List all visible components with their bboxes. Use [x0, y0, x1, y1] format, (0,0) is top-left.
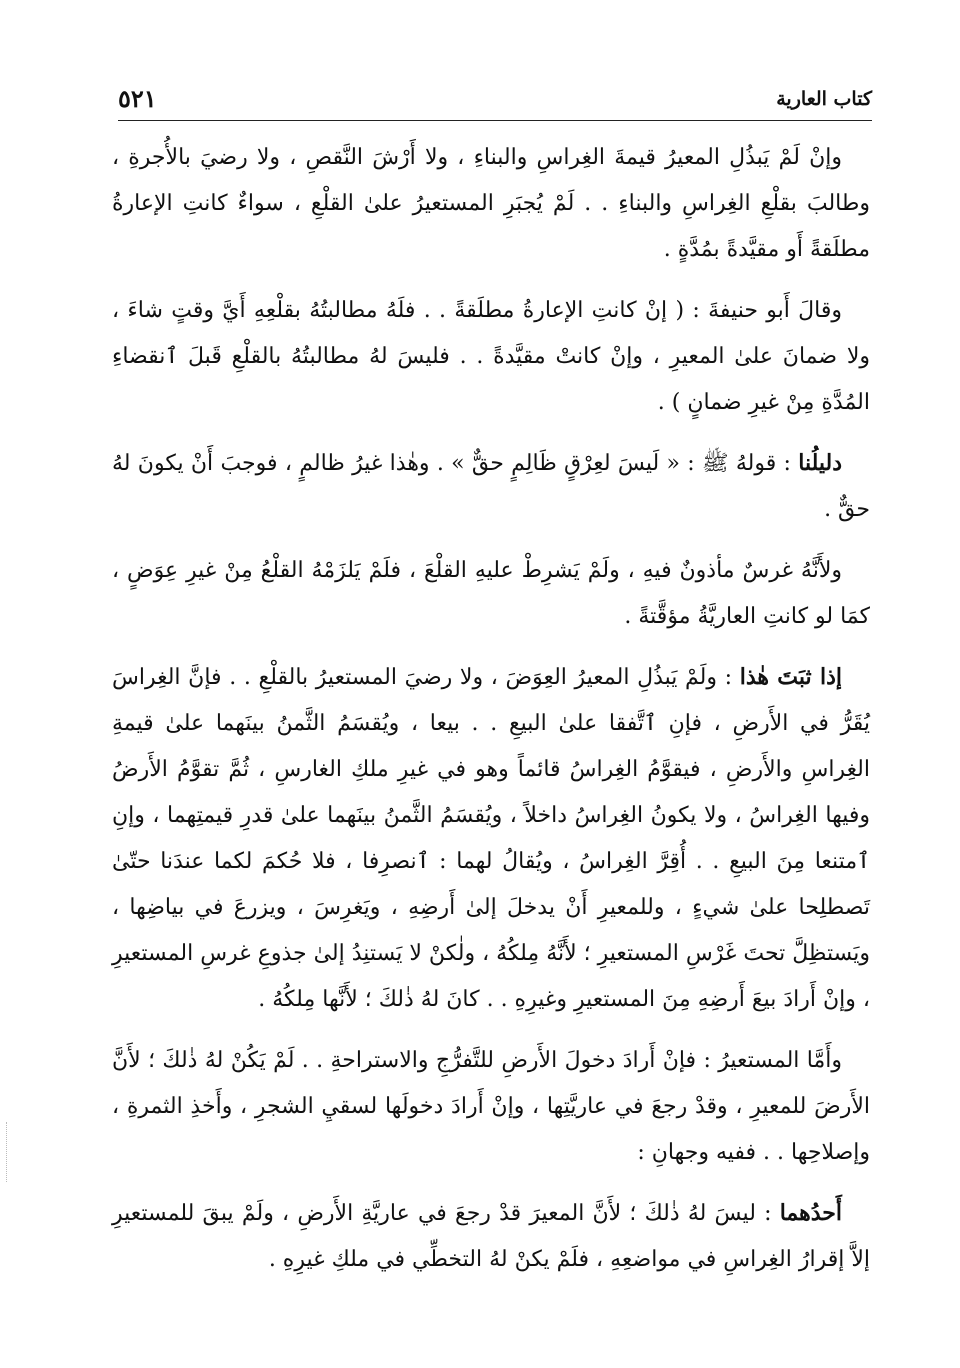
paragraph-lead: دليلُنا [798, 450, 842, 476]
scan-edge-mark [6, 1122, 8, 1182]
paragraph-text: وإنْ لَمْ يَبذُلِ المعيرُ قيمةَ الغِراسِ والبناءِ ، ولا أَرْشَ النَّقصِ ، ولا رضيَ بالأُجرةِ ، وطالبَ بقلْعِ الغِراسِ والبناءِ . . لَمْ يُجبَرِ المستعيرُ علىٰ القلْعِ ، سواءٌ كانتِ الإعارةُ مطلَقةً أَو مقيَّدةً بمُدَّةٍ . [112, 145, 870, 262]
paragraph [112, 287, 870, 426]
paragraph-lead: أَحدُهما [779, 1200, 842, 1226]
paragraph [112, 1190, 870, 1283]
paragraph-text: : ليسَ لهُ ذٰلكَ ؛ لأَنَّ المعيرَ قدْ رجعَ في عاريَّةِ الأَرضِ ، ولَمْ يبقَ للمستعيرِ إلاَّ إقرارُ الغِراسِ في مواضعِهِ ، فلَمْ يكنْ لهُ التخطِّي في ملكِ غيرِهِ . [112, 1201, 870, 1272]
paragraph [112, 1037, 870, 1176]
paragraph [112, 134, 870, 273]
page-header [118, 80, 872, 121]
running-title: كتاب العارية [776, 88, 872, 110]
paragraph-lead: إذا ثبَتَ هٰذا [739, 664, 843, 690]
paragraph [112, 547, 870, 640]
paragraph [112, 440, 870, 533]
page-number: ٥٢١ [118, 84, 157, 113]
paragraph [112, 654, 870, 1023]
paragraph-text: وقالَ أَبو حنيفةَ : ( إنْ كانتِ الإعارةُ مطلَقةً . . فلَهُ مطالبتُهُ بقلْعِهِ أَيَّ وقتٍ شاءَ ، ولا ضمانَ علىٰ المعيرِ ، وإنْ كانتْ مقيَّدةً . . فليسَ لهُ مطالبتُهُ بالقلْعِ قَبلَ ٱنقضاءِ المُدَّةِ مِنْ غيرِ ضمانٍ ) . [112, 298, 870, 415]
paragraph-text: ولأَنَّهُ غرسٌ مأذونٌ فيهِ ، ولَمْ يَشرِطْ عليهِ القلْعَ ، فلَمْ يَلزَمْهُ القلْعُ مِنْ غيرِ عِوَضٍ ، كمَا لو كانتِ العاريَّةُ مؤقَّتةً . [112, 558, 870, 629]
paragraph-text: : قولهُ ﷺ : « لَيسَ لعِرْقٍ ظَالِمٍ حقٌّ » . وهٰذا غيرُ ظالمٍ ، فوجبَ أَنْ يكونَ لهُ حقٌّ . [112, 451, 870, 522]
paragraph-text: : ولَمْ يَبذُلِ المعيرُ العِوَضَ ، ولا رضيَ المستعيرُ بالقلْعِ . . فإنَّ الغِراسَ يُقَرُّ في الأَرضِ ، فإنِ ٱتَّفقا علىٰ البيعِ . . بيعا ، ويُقسَمُ الثَّمنُ بينَهما علىٰ قيمةِ الغِراسِ والأَرضِ ، فيقوَّمُ الغِراسُ قائماً وهو في غيرِ ملكِ الغارسِ ، ثُمَّ تقوَّمُ الأَرضُ وفيها الغِراسُ ، ولا يكونُ الغِراسُ داخلاً ، ويُقسَمُ الثَّمنُ بينَهما علىٰ قدرِ قيمتِهما ، وإنِ ٱمتنعا مِنَ البيعِ . . أُقِرَّ الغِراسُ ، ويُقالُ لهما : ٱنصرِفا ، فلا حُكمَ لكما عندَنا حتّىٰ تَصطلِحا علىٰ شيءٍ ، وللمعيرِ أَنْ يدخلَ إلىٰ أَرضِهِ ، ويَغرِسَ ، ويزرعَ في بياضِها ، ويَستظِلَّ تحتَ غَرْسِ المستعيرِ ؛ لأَنَّهُ مِلكُهُ ، ولٰكنْ لا يَستنِدُ إلىٰ جذوعِ غرسِ المستعيرِ ، وإنْ أَرادَ بيعَ أَرضِهِ مِنَ المستعيرِ وغيرِهِ . . كانَ لهُ ذٰلكَ ؛ لأَنَّها مِلكُهُ . [112, 665, 870, 1012]
paragraph-text: وأَمَّا المستعيرُ : فإنْ أَرادَ دخولَ الأَرضِ للتَّفرُّجِ والاستراحةِ . . لَمْ يَكُنْ لهُ ذٰلكَ ؛ لأَنَّ الأَرضَ للمعيرِ ، وقدْ رجعَ في عاريَّتِها ، وإنْ أَرادَ دخولَها لسقيِ الشجرِ ، وأَخذِ الثمرةِ ، وإصلاحِها . . ففيه وجهانِ : [112, 1048, 870, 1165]
body-text [112, 134, 870, 1297]
